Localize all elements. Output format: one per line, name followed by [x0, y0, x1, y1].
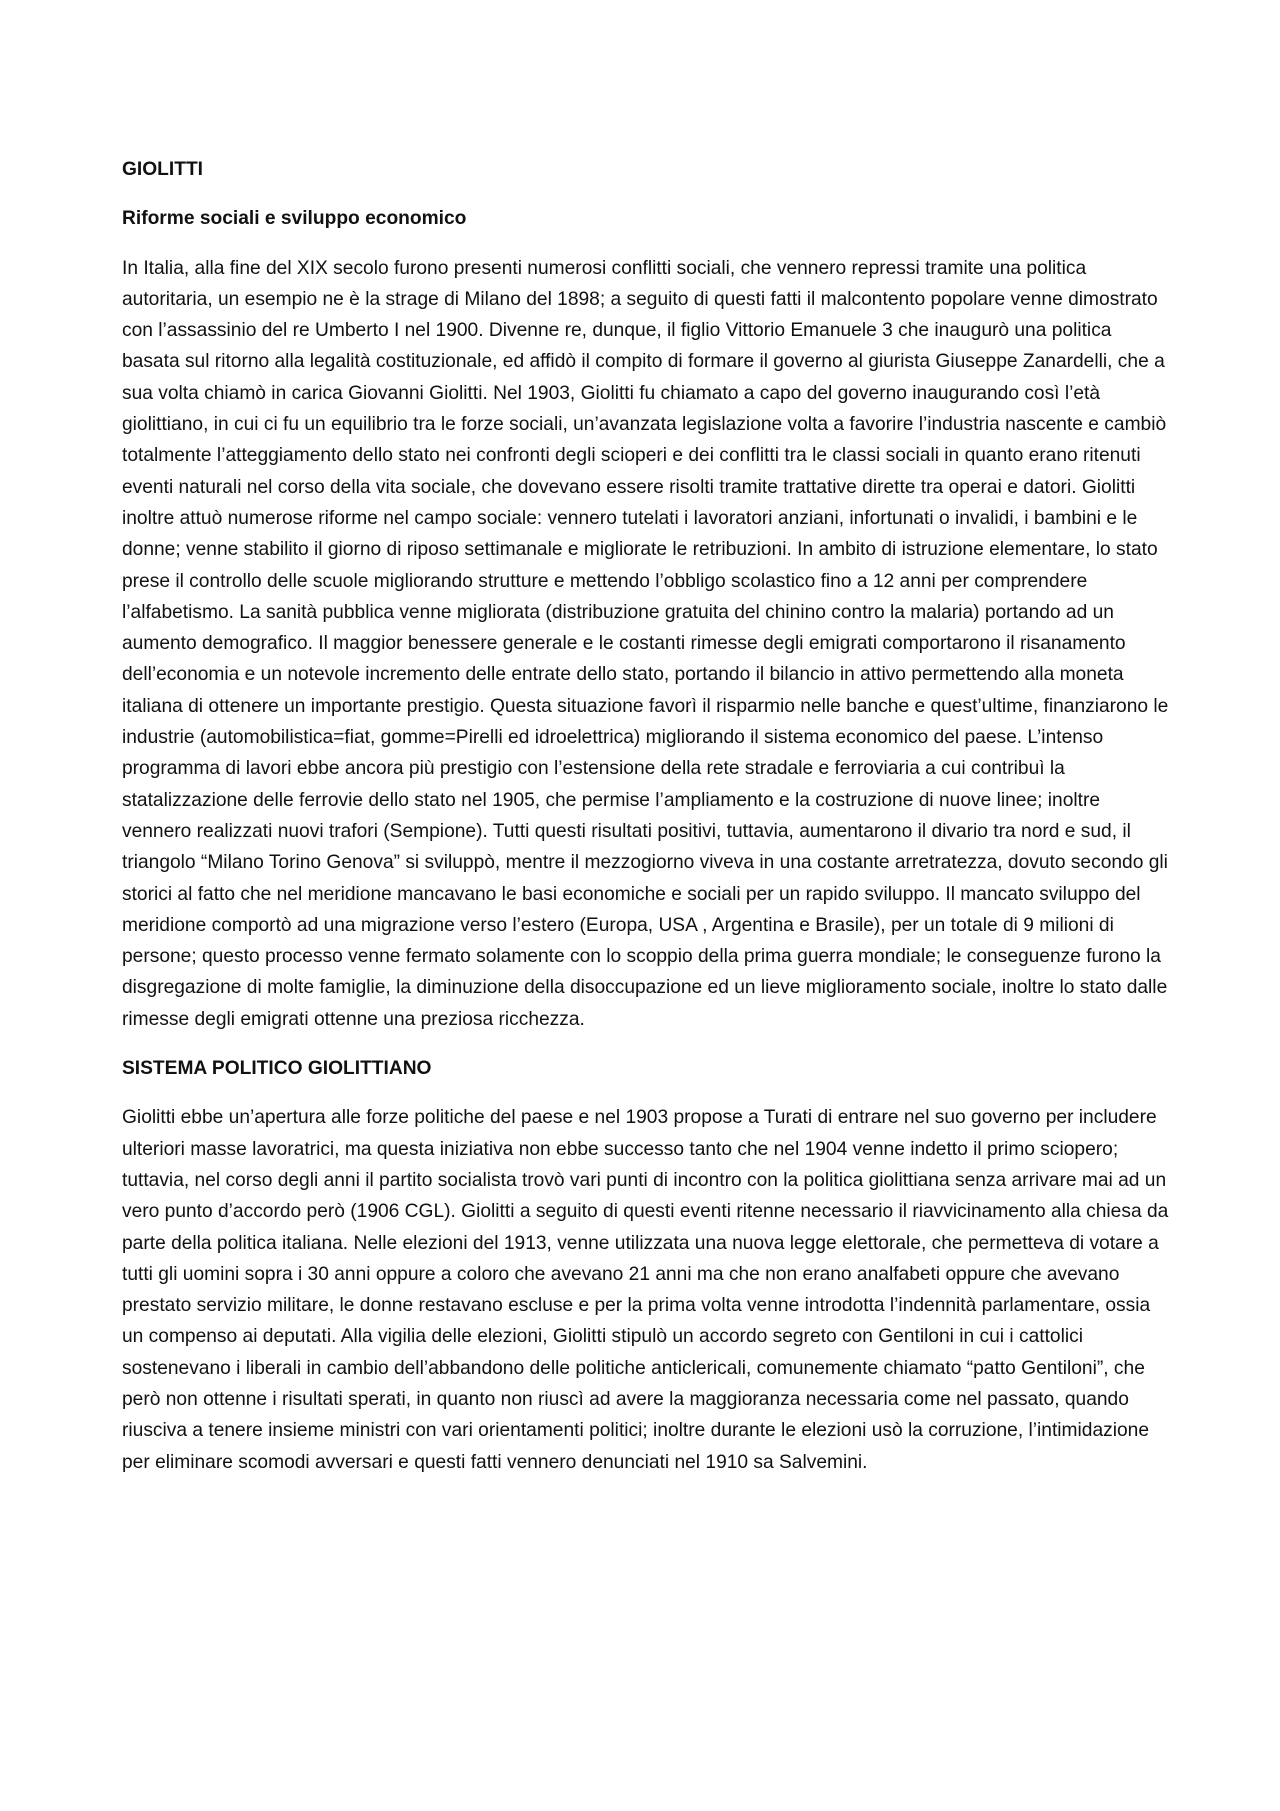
- section-heading-riforme: Riforme sociali e sviluppo economico: [122, 208, 467, 230]
- section-body-sistema-politico: Giolitti ebbe un’apertura alle forze politiche del paese e nel 1903 propose a Turati di entrare nel suo governo per includere ulteriori masse lavoratrici, ma questa iniziativa non ebbe successo tanto che nel 1904 venne indetto il primo sciopero; tuttavia, nel corso degli anni il partito socialista trovò vari punti di incontro con la politica giolittiana senza arrivare mai ad un vero punto d’accordo però (1906 CGL). Giolitti a seguito di questi eventi ritenne necessario il riavvicinamento alla chiesa da parte della politica italiana. Nelle elezioni del 1913, venne utilizzata una nuova legge elettorale, che permetteva di votare a tutti gli uomini sopra i 30 anni oppure a coloro che avevano 21 anni ma che non erano analfabeti oppure che avevano prestato servizio militare, le donne restavano escluse e per la prima volta venne introdotta l’indennità parlamentare, ossia un compenso ai deputati. Alla vigilia delle elezioni, Giolitti stipulò un accordo segreto con Gentiloni in cui i cattolici sostenevano i liberali in cambio dell’abbandono delle politiche anticlericali, comunemente chiamato “patto Gentiloni”, che però non ottenne i risultati sperati, in quanto non riuscì ad avere la maggioranza necessaria come nel passato, quando riusciva a tenere insieme ministri con vari orientamenti politici; inoltre durante le elezioni usò la corruzione, l’intimidazione per eliminare scomodi avversari e questi fatti vennero denunciati nel 1910 sa Salvemini.: [122, 1107, 1169, 1473]
- document-page: [122, 154, 1172, 1496]
- section-body-riforme: In Italia, alla fine del XIX secolo furono presenti numerosi conflitti sociali, che vennero repressi tramite una politica autoritaria, un esempio ne è la strage di Milano del 1898; a seguito di questi fatti il malcontento popolare venne dimostrato con l’assassinio del re Umberto I nel 1900. Divenne re, dunque, il figlio Vittorio Emanuele 3 che inaugurò una politica basata sul ritorno alla legalità costituzionale, ed affidò il compito di formare il governo al giurista Giuseppe Zanardelli, che a sua volta chiamò in carica Giovanni Giolitti. Nel 1903, Giolitti fu chiamato a capo del governo inaugurando così l’età giolittiano, in cui ci fu un equilibrio tra le forze sociali, un’avanzata legislazione volta a favorire l’industria nascente e cambiò totalmente l’atteggiamento dello stato nei confronti degli scioperi e dei conflitti tra le classi sociali in quanto erano ritenuti eventi naturali nel corso della vita sociale, che dovevano essere risolti tramite trattative dirette tra operai e datori. Giolitti inoltre attuò numerose riforme nel campo sociale: vennero tutelati i lavoratori anziani, infortunati o invalidi, i bambini e le donne; venne stabilito il giorno di riposo settimanale e migliorate le retribuzioni. In ambito di istruzione elementare, lo stato prese il controllo delle scuole migliorando strutture e mettendo l’obbligo scolastico fino a 12 anni per comprendere l’alfabetismo. La sanità pubblica venne migliorata (distribuzione gratuita del chinino contro la malaria) portando ad un aumento demografico. Il maggior benessere generale e le costanti rimesse degli emigrati comportarono il risanamento dell’economia e un notevole incremento delle entrate dello stato, portando il bilancio in attivo permettendo alla moneta italiana di ottenere un importante prestigio. Questa situazione favorì il risparmio nelle banche e quest’ultime, finanziarono le industrie (automobilistica=fiat, gomme=Pirelli ed idroelettrica) migliorando il sistema economico del paese. L’intenso programma di lavori ebbe ancora più prestigio con l’estensione della rete stradale e ferroviaria a cui contribuì la statalizzazione delle ferrovie dello stato nel 1905, che permise l’ampliamento e la costruzione di nuove linee; inoltre vennero realizzati nuovi trafori (Sempione). Tutti questi risultati positivi, tuttavia, aumentarono il divario tra nord e sud, il triangolo “Milano Torino Genova” si sviluppò, mentre il mezzogiorno viveva in una costante arretratezza, dovuto secondo gli storici al fatto che nel meridione mancavano le basi economiche e sociali per un rapido sviluppo. Il mancato sviluppo del meridione comportò ad una migrazione verso l’estero (Europa, USA , Argentina e Brasile), per un totale di 9 milioni di persone; questo processo venne fermato solamente con lo scoppio della prima guerra mondiale; le conseguenze furono la disgregazione di molte famiglie, la diminuzione della disoccupazione ed un lieve miglioramento sociale, inoltre lo stato dalle rimesse degli emigrati ottenne una preziosa ricchezza.: [122, 257, 1169, 1030]
- section-heading-sistema-politico: SISTEMA POLITICO GIOLITTIANO: [122, 1058, 432, 1080]
- document-title: GIOLITTI: [122, 159, 204, 180]
